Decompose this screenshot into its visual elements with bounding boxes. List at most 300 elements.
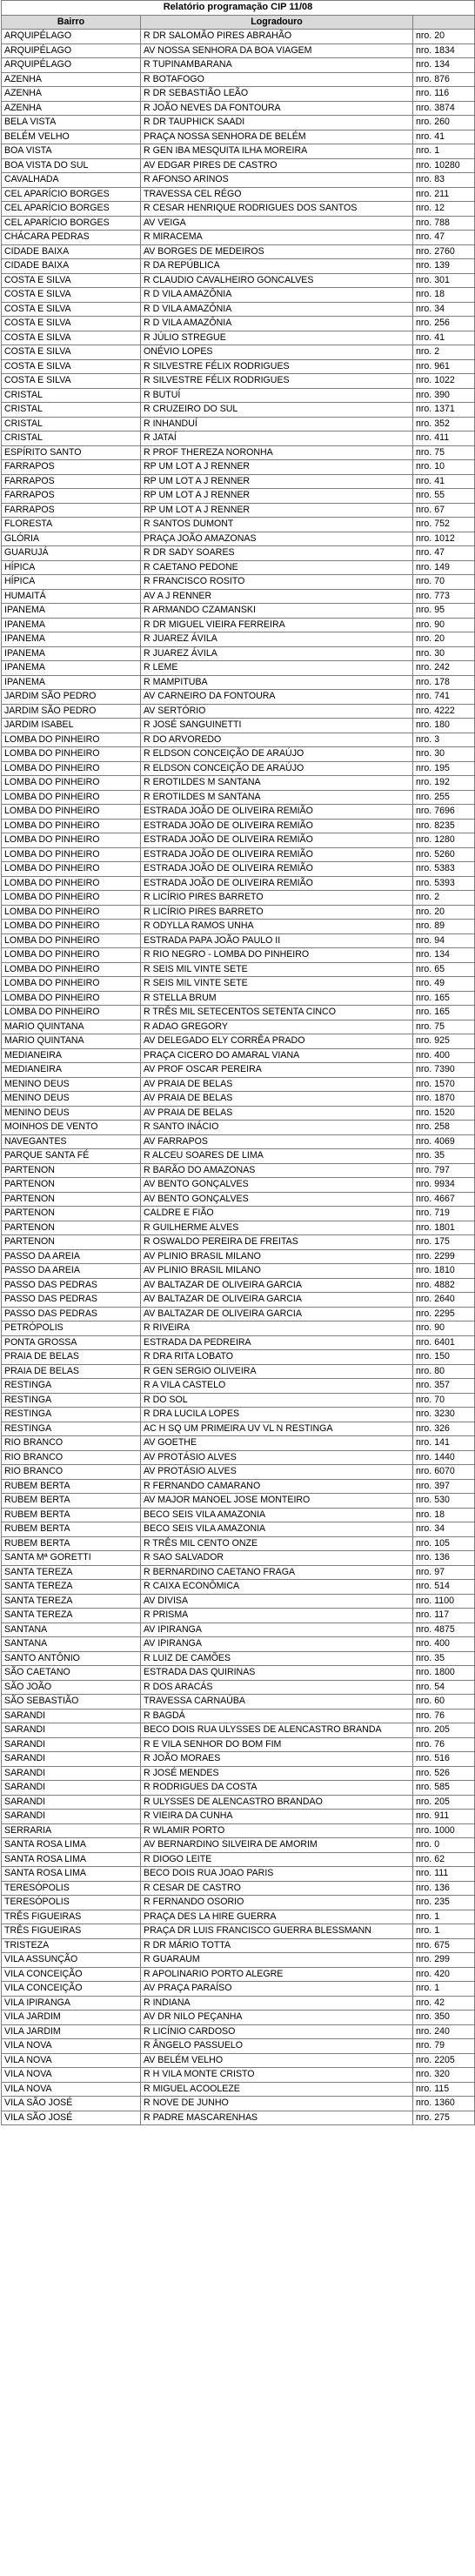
cell-logradouro: R BAGDÁ	[141, 1709, 413, 1723]
table-row	[2, 231, 475, 245]
table-row	[2, 733, 475, 747]
table-row	[2, 30, 475, 44]
cell-numero: nro. 20	[413, 905, 475, 920]
cell-numero: nro. 1520	[413, 1106, 475, 1121]
cell-logradouro: R INHANDUÍ	[141, 417, 413, 432]
cell-numero: nro. 2760	[413, 244, 475, 259]
cell-numero: nro. 76	[413, 1737, 475, 1752]
table-row	[2, 847, 475, 862]
cell-logradouro: R VIEIRA DA CUNHA	[141, 1810, 413, 1824]
cell-logradouro: ESTRADA JOÃO DE OLIVEIRA REMIÃO	[141, 805, 413, 820]
cell-numero: nro. 788	[413, 216, 475, 231]
cell-numero: nro. 1	[413, 1924, 475, 1939]
cell-logradouro: R PRISMA	[141, 1609, 413, 1623]
table-row	[2, 1896, 475, 1910]
cell-numero: nro. 1800	[413, 1666, 475, 1681]
cell-logradouro: R D VILA AMAZÔNIA	[141, 302, 413, 317]
cell-bairro: RESTINGA	[2, 1422, 141, 1436]
table-row	[2, 560, 475, 575]
cell-logradouro: R PROF THEREZA NORONHA	[141, 445, 413, 460]
cell-numero: nro. 105	[413, 1536, 475, 1551]
cell-logradouro: PRAÇA CICERO DO AMARAL VIANA	[141, 1048, 413, 1063]
cell-logradouro: R DR TAUPHICK SAADI	[141, 116, 413, 130]
cell-bairro: PASSO DA AREIA	[2, 1249, 141, 1264]
cell-bairro: RIO BRANCO	[2, 1436, 141, 1451]
table-row	[2, 1077, 475, 1092]
cell-bairro: CEL APARÍCIO BORGES	[2, 187, 141, 202]
cell-logradouro: R SILVESTRE FÉLIX RODRIGUES	[141, 374, 413, 389]
cell-numero: nro. 116	[413, 87, 475, 102]
cell-logradouro: AC H SQ UM PRIMEIRA UV VL N RESTINGA	[141, 1422, 413, 1436]
cell-numero: nro. 95	[413, 604, 475, 619]
cell-numero: nro. 5393	[413, 876, 475, 891]
cell-numero: nro. 65	[413, 962, 475, 977]
table-row	[2, 1737, 475, 1752]
cell-logradouro: R INDIANA	[141, 1996, 413, 2011]
table-row	[2, 331, 475, 345]
cell-logradouro: AV IPIRANGA	[141, 1623, 413, 1637]
cell-logradouro: AV BENTO GONÇALVES	[141, 1178, 413, 1193]
table-row	[2, 776, 475, 791]
cell-logradouro: AV CARNEIRO DA FONTOURA	[141, 690, 413, 705]
cell-bairro: PASSO DAS PEDRAS	[2, 1278, 141, 1293]
cell-numero: nro. 47	[413, 231, 475, 245]
cell-numero: nro. 5260	[413, 847, 475, 862]
cell-numero: nro. 1870	[413, 1092, 475, 1107]
table-row	[2, 1249, 475, 1264]
cell-logradouro: R RIVEIRA	[141, 1321, 413, 1336]
cell-bairro: MOINHOS DE VENTO	[2, 1121, 141, 1135]
table-row	[2, 87, 475, 102]
cell-numero: nro. 397	[413, 1479, 475, 1494]
cell-logradouro: BECO DOIS RUA ULYSSES DE ALENCASTRO BRANDA	[141, 1723, 413, 1738]
cell-logradouro: R ALCEU SOARES DE LIMA	[141, 1149, 413, 1164]
cell-bairro: FARRAPOS	[2, 460, 141, 475]
cell-logradouro: AV PRAIA DE BELAS	[141, 1092, 413, 1107]
cell-logradouro: AV BALTAZAR DE OLIVEIRA GARCIA	[141, 1278, 413, 1293]
table-row	[2, 1121, 475, 1135]
table-row	[2, 589, 475, 604]
cell-bairro: RIO BRANCO	[2, 1465, 141, 1480]
cell-numero: nro. 205	[413, 1795, 475, 1810]
cell-logradouro: R MIGUEL ACOOLEZE	[141, 2082, 413, 2097]
cell-numero: nro. 301	[413, 273, 475, 288]
table-row	[2, 1924, 475, 1939]
cell-logradouro: AV VEIGA	[141, 216, 413, 231]
table-row	[2, 675, 475, 690]
cell-numero: nro. 2295	[413, 1307, 475, 1321]
cell-bairro: SANTA ROSA LIMA	[2, 1838, 141, 1853]
cell-logradouro: BECO SEIS VILA AMAZONIA	[141, 1522, 413, 1537]
cell-bairro: PARTENON	[2, 1235, 141, 1250]
table-row	[2, 244, 475, 259]
cell-logradouro: AV BELÉM VELHO	[141, 2053, 413, 2068]
cell-numero: nro. 12	[413, 202, 475, 217]
cell-logradouro: R ÂNGELO PASSUELO	[141, 2039, 413, 2054]
cell-logradouro: TRAVESSA CARNAÚBA	[141, 1695, 413, 1710]
cell-bairro: PARTENON	[2, 1178, 141, 1193]
table-row	[2, 2111, 475, 2125]
cell-bairro: LOMBA DO PINHEIRO	[2, 962, 141, 977]
cell-numero: nro. 34	[413, 302, 475, 317]
cell-bairro: CRISTAL	[2, 403, 141, 418]
cell-logradouro: R SAO SALVADOR	[141, 1551, 413, 1566]
cell-logradouro: R DO SOL	[141, 1393, 413, 1408]
table-row	[2, 388, 475, 403]
cell-numero: nro. 20	[413, 632, 475, 647]
cell-logradouro: R CESAR DE CASTRO	[141, 1881, 413, 1896]
table-row	[2, 690, 475, 705]
cell-logradouro: R EROTILDES M SANTANA	[141, 790, 413, 805]
cell-logradouro: ESTRADA JOÃO DE OLIVEIRA REMIÃO	[141, 847, 413, 862]
cell-numero: nro. 35	[413, 1651, 475, 1666]
header-logradouro: Logradouro	[141, 15, 413, 30]
cell-bairro: BOA VISTA	[2, 144, 141, 159]
table-row	[2, 1006, 475, 1020]
cell-numero: nro. 911	[413, 1810, 475, 1824]
table-row	[2, 1479, 475, 1494]
cell-logradouro: AV PLINIO BRASIL MILANO	[141, 1249, 413, 1264]
cell-numero: nro. 67	[413, 503, 475, 518]
table-row	[2, 1953, 475, 1968]
cell-logradouro: AV IPIRANGA	[141, 1637, 413, 1652]
cell-numero: nro. 2	[413, 891, 475, 906]
cell-bairro: CAVALHADA	[2, 173, 141, 188]
cell-logradouro: R DIOGO LEITE	[141, 1852, 413, 1867]
cell-numero: nro. 175	[413, 1235, 475, 1250]
cell-logradouro: ESTRADA JOÃO DE OLIVEIRA REMIÃO	[141, 819, 413, 833]
cell-logradouro: R BUTUÍ	[141, 388, 413, 403]
table-row	[2, 618, 475, 632]
cell-numero: nro. 141	[413, 1436, 475, 1451]
cell-numero: nro. 2205	[413, 2053, 475, 2068]
cell-numero: nro. 90	[413, 1321, 475, 1336]
table-row	[2, 719, 475, 733]
cell-logradouro: R D VILA AMAZÔNIA	[141, 288, 413, 303]
cell-logradouro: R SILVESTRE FÉLIX RODRIGUES	[141, 359, 413, 374]
table-row	[2, 661, 475, 676]
cell-bairro: LOMBA DO PINHEIRO	[2, 776, 141, 791]
cell-numero: nro. 89	[413, 920, 475, 934]
table-row	[2, 518, 475, 532]
cell-bairro: SANTA ROSA LIMA	[2, 1867, 141, 1882]
cell-bairro: VILA JARDIM	[2, 2011, 141, 2025]
cell-bairro: TRISTEZA	[2, 1938, 141, 1953]
cell-logradouro: ESTRADA PAPA JOÃO PAULO II	[141, 933, 413, 948]
cell-numero: nro. 9934	[413, 1178, 475, 1193]
table-row	[2, 1192, 475, 1207]
cell-bairro: BELA VISTA	[2, 116, 141, 130]
table-row	[2, 2039, 475, 2054]
table-row	[2, 1781, 475, 1796]
cell-logradouro: R ULYSSES DE ALENCASTRO BRANDAO	[141, 1795, 413, 1810]
table-row	[2, 1695, 475, 1710]
cell-logradouro: ESTRADA JOÃO DE OLIVEIRA REMIÃO	[141, 876, 413, 891]
cell-numero: nro. 530	[413, 1494, 475, 1509]
cell-logradouro: R BARÃO DO AMAZONAS	[141, 1163, 413, 1178]
cell-bairro: FARRAPOS	[2, 503, 141, 518]
cell-bairro: SARANDI	[2, 1723, 141, 1738]
table-row	[2, 1048, 475, 1063]
cell-logradouro: AV NOSSA SENHORA DA BOA VIAGEM	[141, 43, 413, 58]
cell-numero: nro. 526	[413, 1766, 475, 1781]
cell-logradouro: R STELLA BRUM	[141, 991, 413, 1006]
cell-numero: nro. 139	[413, 259, 475, 274]
cell-bairro: COSTA E SILVA	[2, 288, 141, 303]
cell-logradouro: RP UM LOT A J RENNER	[141, 489, 413, 504]
cell-bairro: RESTINGA	[2, 1393, 141, 1408]
cell-bairro: SARANDI	[2, 1737, 141, 1752]
table-row	[2, 345, 475, 360]
table-row	[2, 1178, 475, 1193]
cell-numero: nro. 242	[413, 661, 475, 676]
table-row	[2, 1580, 475, 1595]
cell-logradouro: R LICÍNIO CARDOSO	[141, 2024, 413, 2039]
table-row	[2, 1321, 475, 1336]
cell-bairro: COSTA E SILVA	[2, 302, 141, 317]
cell-bairro: SANTANA	[2, 1637, 141, 1652]
cell-logradouro: R SANTOS DUMONT	[141, 518, 413, 532]
table-row	[2, 144, 475, 159]
table-row	[2, 2024, 475, 2039]
cell-bairro: ESPÍRITO SANTO	[2, 445, 141, 460]
cell-bairro: HÍPICA	[2, 560, 141, 575]
cell-bairro: VILA SÃO JOSÉ	[2, 2097, 141, 2111]
cell-bairro: VILA ASSUNÇÃO	[2, 1953, 141, 1968]
cell-bairro: VILA JARDIM	[2, 2024, 141, 2039]
table-row	[2, 1910, 475, 1924]
cell-bairro: CEL APARÍCIO BORGES	[2, 216, 141, 231]
table-row	[2, 632, 475, 647]
cell-numero: nro. 326	[413, 1422, 475, 1436]
cell-bairro: COSTA E SILVA	[2, 273, 141, 288]
table-row	[2, 1020, 475, 1034]
cell-numero: nro. 62	[413, 1852, 475, 1867]
cell-numero: nro. 42	[413, 1996, 475, 2011]
table-row	[2, 1278, 475, 1293]
cell-logradouro: R NOVE DE JUNHO	[141, 2097, 413, 2111]
cell-bairro: SERRARIA	[2, 1823, 141, 1838]
cell-bairro: PASSO DA AREIA	[2, 1264, 141, 1279]
cell-numero: nro. 205	[413, 1723, 475, 1738]
cell-bairro: COSTA E SILVA	[2, 374, 141, 389]
cell-bairro: PASSO DAS PEDRAS	[2, 1307, 141, 1321]
table-row	[2, 1709, 475, 1723]
cell-logradouro: TRAVESSA CEL RÉGO	[141, 187, 413, 202]
cell-bairro: HÍPICA	[2, 575, 141, 590]
cell-logradouro: R DRA RITA LOBATO	[141, 1350, 413, 1365]
cell-bairro: TERESÓPOLIS	[2, 1896, 141, 1910]
cell-numero: nro. 516	[413, 1752, 475, 1767]
cell-bairro: RIO BRANCO	[2, 1450, 141, 1465]
cell-bairro: SÃO JOÃO	[2, 1680, 141, 1695]
cell-bairro: LOMBA DO PINHEIRO	[2, 761, 141, 776]
cell-numero: nro. 18	[413, 288, 475, 303]
cell-logradouro: AV PROTÁSIO ALVES	[141, 1465, 413, 1480]
table-row	[2, 2011, 475, 2025]
table-row	[2, 158, 475, 173]
cell-bairro: SANTO ANTÔNIO	[2, 1651, 141, 1666]
cell-logradouro: R SANTO INÁCIO	[141, 1121, 413, 1135]
table-row	[2, 374, 475, 389]
cell-bairro: PETRÓPOLIS	[2, 1321, 141, 1336]
table-row	[2, 790, 475, 805]
cell-bairro: CIDADE BAIXA	[2, 259, 141, 274]
cell-bairro: TRÊS FIGUEIRAS	[2, 1910, 141, 1924]
cell-bairro: BELÉM VELHO	[2, 130, 141, 144]
table-row	[2, 1967, 475, 1982]
cell-bairro: LOMBA DO PINHEIRO	[2, 819, 141, 833]
cell-numero: nro. 390	[413, 388, 475, 403]
cell-numero: nro. 20	[413, 30, 475, 44]
cell-logradouro: R DA REPÚBLICA	[141, 259, 413, 274]
table-row	[2, 948, 475, 963]
table-row	[2, 302, 475, 317]
cell-bairro: FARRAPOS	[2, 489, 141, 504]
cell-logradouro: R SEIS MIL VINTE SETE	[141, 962, 413, 977]
cell-bairro: SÃO CAETANO	[2, 1666, 141, 1681]
cell-logradouro: R ARMANDO CZAMANSKI	[141, 604, 413, 619]
cell-logradouro: PRAÇA DES LA HIRE GUERRA	[141, 1910, 413, 1924]
table-row	[2, 646, 475, 661]
report-title: Relatório programação CIP 11/08	[2, 1, 475, 16]
table-row	[2, 977, 475, 992]
table-row	[2, 876, 475, 891]
table-row	[2, 920, 475, 934]
cell-numero: nro. 6401	[413, 1335, 475, 1350]
cell-bairro: PASSO DAS PEDRAS	[2, 1293, 141, 1308]
table-row	[2, 460, 475, 475]
cell-bairro: LOMBA DO PINHEIRO	[2, 790, 141, 805]
table-row	[2, 1651, 475, 1666]
header-row	[2, 15, 475, 30]
cell-bairro: CEL APARÍCIO BORGES	[2, 202, 141, 217]
cell-bairro: JARDIM SÃO PEDRO	[2, 704, 141, 719]
cell-numero: nro. 357	[413, 1379, 475, 1394]
cell-numero: nro. 34	[413, 1522, 475, 1537]
table-row	[2, 1551, 475, 1566]
cell-logradouro: R RIO NEGRO - LOMBA DO PINHEIRO	[141, 948, 413, 963]
cell-logradouro: AV DIVISA	[141, 1594, 413, 1609]
cell-bairro: VILA CONCEIÇÃO	[2, 1982, 141, 1997]
cell-numero: nro. 134	[413, 58, 475, 73]
cell-numero: nro. 54	[413, 1680, 475, 1695]
cell-logradouro: AV GOETHE	[141, 1436, 413, 1451]
cell-bairro: SARANDI	[2, 1766, 141, 1781]
cell-logradouro: AV PRAIA DE BELAS	[141, 1106, 413, 1121]
cell-numero: nro. 240	[413, 2024, 475, 2039]
header-bairro: Bairro	[2, 15, 141, 30]
cell-logradouro: R JÚLIO STREGUE	[141, 331, 413, 345]
cell-logradouro: R D VILA AMAZÔNIA	[141, 317, 413, 331]
cell-numero: nro. 70	[413, 1393, 475, 1408]
cell-bairro: ARQUIPÉLAGO	[2, 43, 141, 58]
cell-numero: nro. 35	[413, 1149, 475, 1164]
title-row	[2, 1, 475, 16]
cell-logradouro: R DR SEBASTIÃO LEÃO	[141, 87, 413, 102]
cell-numero: nro. 752	[413, 518, 475, 532]
cell-numero: nro. 400	[413, 1048, 475, 1063]
cell-bairro: COSTA E SILVA	[2, 331, 141, 345]
cell-numero: nro. 299	[413, 1953, 475, 1968]
table-row	[2, 417, 475, 432]
header-numero	[413, 15, 475, 30]
cell-logradouro: AV PLINIO BRASIL MILANO	[141, 1264, 413, 1279]
cell-logradouro: R JOSÉ SANGUINETTI	[141, 719, 413, 733]
cell-numero: nro. 961	[413, 359, 475, 374]
cell-bairro: GUARUJÁ	[2, 546, 141, 561]
cell-bairro: PARTENON	[2, 1192, 141, 1207]
cell-logradouro: ESTRADA DAS QUIRINAS	[141, 1666, 413, 1681]
table-row	[2, 1867, 475, 1882]
cell-logradouro: AV FARRAPOS	[141, 1134, 413, 1149]
cell-bairro: LOMBA DO PINHEIRO	[2, 905, 141, 920]
cell-numero: nro. 150	[413, 1350, 475, 1365]
table-row	[2, 1422, 475, 1436]
cell-bairro: IPANEMA	[2, 632, 141, 647]
table-row	[2, 862, 475, 877]
table-row	[2, 130, 475, 144]
table-row	[2, 359, 475, 374]
cell-logradouro: AV DELEGADO ELY CORRÊA PRADO	[141, 1034, 413, 1049]
cell-logradouro: R DRA LUCILA LOPES	[141, 1408, 413, 1422]
table-row	[2, 1982, 475, 1997]
cell-bairro: RUBEM BERTA	[2, 1494, 141, 1509]
table-row	[2, 962, 475, 977]
table-row	[2, 1235, 475, 1250]
cell-bairro: PRAIA DE BELAS	[2, 1364, 141, 1379]
cell-logradouro: R GUARAUM	[141, 1953, 413, 1968]
cell-numero: nro. 70	[413, 575, 475, 590]
cell-bairro: VILA NOVA	[2, 2039, 141, 2054]
cell-numero: nro. 4667	[413, 1192, 475, 1207]
cell-bairro: RESTINGA	[2, 1408, 141, 1422]
table-row	[2, 489, 475, 504]
cell-bairro: SARANDI	[2, 1752, 141, 1767]
cell-logradouro: AV BORGES DE MEDEIROS	[141, 244, 413, 259]
cell-bairro: LOMBA DO PINHEIRO	[2, 991, 141, 1006]
table-row	[2, 1623, 475, 1637]
table-row	[2, 933, 475, 948]
cell-numero: nro. 773	[413, 589, 475, 604]
cell-bairro: SANTA ROSA LIMA	[2, 1852, 141, 1867]
table-row	[2, 1881, 475, 1896]
cell-bairro: MENINO DEUS	[2, 1106, 141, 1121]
cell-numero: nro. 134	[413, 948, 475, 963]
table-row	[2, 604, 475, 619]
table-row	[2, 1838, 475, 1853]
cell-logradouro: ONÉVIO LOPES	[141, 345, 413, 360]
cell-numero: nro. 1801	[413, 1221, 475, 1235]
cell-bairro: SANTA TEREZA	[2, 1609, 141, 1623]
table-row	[2, 2068, 475, 2083]
cell-numero: nro. 195	[413, 761, 475, 776]
table-row	[2, 1810, 475, 1824]
cell-bairro: ARQUIPÉLAGO	[2, 58, 141, 73]
cell-bairro: LOMBA DO PINHEIRO	[2, 1006, 141, 1020]
cell-numero: nro. 165	[413, 991, 475, 1006]
table-row	[2, 1221, 475, 1235]
cell-bairro: RESTINGA	[2, 1379, 141, 1394]
table-row	[2, 1522, 475, 1537]
cell-logradouro: R BERNARDINO CAETANO FRAGA	[141, 1565, 413, 1580]
table-row	[2, 474, 475, 489]
table-row	[2, 1293, 475, 1308]
cell-bairro: FLORESTA	[2, 518, 141, 532]
table-row	[2, 819, 475, 833]
cell-bairro: PRAIA DE BELAS	[2, 1350, 141, 1365]
table-row	[2, 43, 475, 58]
